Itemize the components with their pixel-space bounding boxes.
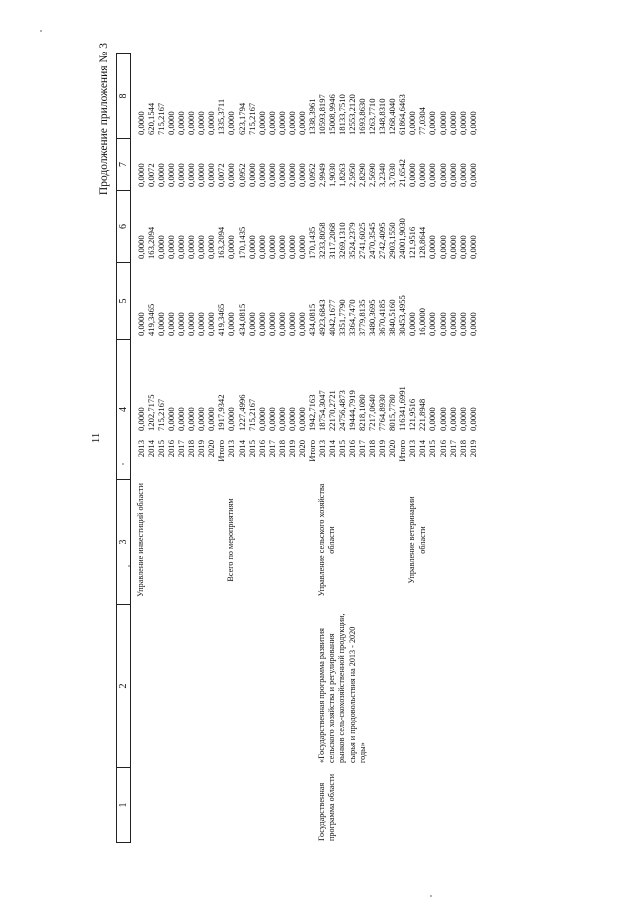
value-cell-col5: 0,0000 xyxy=(407,312,418,336)
value-cell-col7: 0,0072 xyxy=(146,163,157,187)
value-cell-col7: 0,0000 xyxy=(256,163,267,187)
value-cell-col8: 1263,7710 xyxy=(367,98,378,135)
value-cell-col7: 0,0000 xyxy=(437,163,448,187)
value-cell-col7: 0,0000 xyxy=(447,163,458,187)
value-cell-col4: 715,2167 xyxy=(246,398,257,431)
value-cell-col5: 4923,6843 xyxy=(316,299,327,336)
value-cell-col8: 0,0000 xyxy=(437,111,448,135)
value-cell-col8: 61864,6463 xyxy=(397,94,408,135)
value-cell-col5: 419,3465 xyxy=(216,303,227,336)
value-cell-col5: 16,0000 xyxy=(417,308,428,336)
value-cell-col4: 0,0000 xyxy=(457,407,468,431)
value-cell-col5: 3480,3695 xyxy=(367,299,378,336)
year-cell: 2013 xyxy=(226,440,237,458)
value-cell-col6: 0,0000 xyxy=(447,235,458,259)
value-cell-col7: 0,0000 xyxy=(457,163,468,187)
value-cell-col8: 1268,4040 xyxy=(387,98,398,135)
value-cell-col6: 0,0000 xyxy=(206,235,217,259)
value-cell-col5: 0,0000 xyxy=(457,312,468,336)
executor-text: Управление сельского хозяйства области xyxy=(316,483,337,597)
column-header-2: 2 xyxy=(117,604,130,767)
year-cell: 2013 xyxy=(407,440,418,458)
value-cell-col5: 0,0000 xyxy=(186,312,197,336)
value-cell-col4: 1942,7163 xyxy=(306,394,317,431)
value-cell-col7: 0,0000 xyxy=(286,163,297,187)
value-cell-col6: 163,2094 xyxy=(146,226,157,259)
value-cell-col4: 1917,9342 xyxy=(216,394,227,431)
value-cell-col7: 2,8290 xyxy=(357,163,368,187)
year-cell: 2019 xyxy=(286,440,297,458)
year-cell: 2013 xyxy=(316,440,327,458)
value-cell-col6: 0,0000 xyxy=(156,235,167,259)
value-cell-col8: 0,0000 xyxy=(457,111,468,135)
value-cell-col7: 2,9949 xyxy=(316,163,327,187)
executor-text: Управление ветеринарии области xyxy=(407,496,427,584)
value-cell-col4: 0,0000 xyxy=(266,407,277,431)
year-cell: 2019 xyxy=(377,440,388,458)
value-cell-col6: 0,0000 xyxy=(166,235,177,259)
value-cell-col5: 0,0000 xyxy=(206,312,217,336)
value-cell-col4: 0,0000 xyxy=(186,407,197,431)
value-cell-col4: 1202,7175 xyxy=(146,394,157,431)
value-cell-col5: 0,0000 xyxy=(226,312,237,336)
value-cell-col8: 0,0000 xyxy=(136,111,146,135)
value-cell-col4: 1227,4996 xyxy=(236,394,247,431)
value-cell-col7: 0,0000 xyxy=(296,163,307,187)
value-cell-col4: 0,0000 xyxy=(226,407,237,431)
value-cell-col6: 2470,3545 xyxy=(367,222,378,259)
value-cell-col8: 1338,3961 xyxy=(306,98,317,135)
year-cell: 2016 xyxy=(437,440,448,458)
year-cell: 2017 xyxy=(447,440,458,458)
column-header-6: 6 xyxy=(117,190,130,262)
value-cell-col8: 0,0000 xyxy=(467,111,478,135)
value-cell-col4: 0,0000 xyxy=(467,407,478,431)
value-cell-col4: 116341,6991 xyxy=(397,386,408,431)
value-cell-col6: 163,2094 xyxy=(216,226,227,259)
value-cell-col8: 620,1544 xyxy=(146,102,157,135)
year-cell: 2015 xyxy=(156,440,167,458)
value-cell-col5: 0,0000 xyxy=(266,312,277,336)
executor-text: Управление инвестиций области xyxy=(136,483,145,597)
value-cell-col8: 0,0000 xyxy=(186,111,197,135)
value-cell-col4: 0,0000 xyxy=(166,407,177,431)
value-cell-col6: 170,1435 xyxy=(236,226,247,259)
value-cell-col4: 0,0000 xyxy=(276,407,287,431)
value-cell-col8: 10593,8197 xyxy=(316,94,327,135)
value-cell-col6: 0,0000 xyxy=(256,235,267,259)
value-cell-col8: 18133,7510 xyxy=(337,94,347,135)
value-cell-col5: 434,0815 xyxy=(306,303,317,336)
value-cell-col4: 0,0000 xyxy=(437,407,448,431)
value-cell-col7: 0,0000 xyxy=(266,163,277,187)
total-label: Итого xyxy=(216,440,227,462)
value-cell-col8: 1335,3711 xyxy=(216,98,227,135)
value-cell-col7: 0,0000 xyxy=(136,163,146,187)
year-cell: 2014 xyxy=(417,440,428,458)
value-cell-col8: 0,0000 xyxy=(256,111,267,135)
value-cell-col7: 2,5690 xyxy=(367,163,378,187)
value-cell-col8: 0,0000 xyxy=(296,111,307,135)
value-cell-col6: 0,0000 xyxy=(246,235,257,259)
value-cell-col4: 715,2167 xyxy=(156,398,167,431)
value-cell-col5: 0,0000 xyxy=(246,312,257,336)
value-cell-col6: 0,0000 xyxy=(457,235,468,259)
value-cell-col6: 170,1435 xyxy=(306,226,317,259)
year-cell: 2013 xyxy=(136,440,146,458)
value-cell-col7: 0,0000 xyxy=(407,163,418,187)
value-cell-col6: 3269,1310 xyxy=(337,222,347,259)
value-cell-col7: 1,9030 xyxy=(326,163,337,187)
value-cell-col5: 0,0000 xyxy=(286,312,297,336)
column-header-1: 1 xyxy=(117,767,130,842)
value-cell-col5: 0,0000 xyxy=(437,312,448,336)
value-cell-col5: 434,0815 xyxy=(236,303,247,336)
year-cell: 2014 xyxy=(326,440,337,458)
value-cell-col4: 0,0000 xyxy=(427,407,438,431)
value-cell-col8: 0,0000 xyxy=(276,111,287,135)
value-cell-col8: 0,0000 xyxy=(166,111,177,135)
value-cell-col6: 128,8644 xyxy=(417,226,428,259)
value-cell-col5: 3670,4185 xyxy=(377,299,388,336)
page-number: 11 xyxy=(90,432,102,444)
value-cell-col7: 0,0952 xyxy=(306,163,317,187)
year-cell: 2019 xyxy=(467,440,478,458)
year-cell: 2019 xyxy=(196,440,207,458)
value-cell-col4: 0,0000 xyxy=(136,407,146,431)
value-cell-col5: 3351,7790 xyxy=(337,299,347,336)
value-cell-col8: 1348,8310 xyxy=(377,98,388,135)
value-cell-col5: 0,0000 xyxy=(296,312,307,336)
value-cell-col5: 0,0000 xyxy=(156,312,167,336)
column-header-7: 7 xyxy=(117,138,130,190)
value-cell-col7: 0,0000 xyxy=(166,163,177,187)
value-cell-col6: 3524,2379 xyxy=(347,222,358,259)
value-cell-col8: 77,0304 xyxy=(417,107,428,135)
value-cell-col5: 0,0000 xyxy=(427,312,438,336)
rotated-sheet xyxy=(90,33,560,843)
value-cell-col5: 0,0000 xyxy=(176,312,187,336)
value-cell-col7: 3,7030 xyxy=(387,163,398,187)
year-cell: 2015 xyxy=(427,440,438,458)
column-header-8: 8 xyxy=(118,93,129,99)
value-cell-col7: 0,0000 xyxy=(246,163,257,187)
value-cell-col5: 0,0000 xyxy=(196,312,207,336)
value-cell-col6: 0,0000 xyxy=(437,235,448,259)
year-cell: 2020 xyxy=(296,440,307,458)
value-cell-col4: 0,0000 xyxy=(447,407,458,431)
column-header-4: 4 xyxy=(117,339,130,479)
value-cell-col7: 0,0000 xyxy=(276,163,287,187)
value-cell-col6: 0,0000 xyxy=(467,235,478,259)
value-cell-col5: 0,0000 xyxy=(256,312,267,336)
year-cell: 2015 xyxy=(246,440,257,458)
value-cell-col7: 0,0000 xyxy=(226,163,237,187)
value-cell-col6: 0,0000 xyxy=(196,235,207,259)
year-cell: 2017 xyxy=(176,440,187,458)
value-cell-col4: 19444,7919 xyxy=(347,390,358,431)
value-cell-col8: 715,2167 xyxy=(246,102,257,135)
value-cell-col8: 15008,9946 xyxy=(326,94,337,135)
value-cell-col4: 0,0000 xyxy=(196,407,207,431)
appendix-caption: Продолжение приложения № 3 xyxy=(98,43,110,196)
value-cell-col8: 0,0000 xyxy=(427,111,438,135)
value-cell-col4: 0,0000 xyxy=(176,407,187,431)
scan-speck xyxy=(128,565,130,567)
value-cell-col6: 2741,6025 xyxy=(357,222,368,259)
year-cell: 2014 xyxy=(236,440,247,458)
value-cell-col5: 0,0000 xyxy=(276,312,287,336)
value-cell-col4: 0,0000 xyxy=(286,407,297,431)
column-header-5: 5 xyxy=(117,262,130,339)
value-cell-col7: 0,0000 xyxy=(196,163,207,187)
value-cell-col4: 121,9516 xyxy=(407,398,418,431)
value-cell-col4: 18754,3047 xyxy=(316,390,327,431)
value-cell-col8: 0,0000 xyxy=(286,111,297,135)
value-cell-col5: 3364,7470 xyxy=(347,299,358,336)
value-cell-col6: 0,0000 xyxy=(296,235,307,259)
value-cell-col4: 0,0000 xyxy=(206,407,217,431)
value-cell-col6: 0,0000 xyxy=(226,235,237,259)
value-cell-col5: 3779,8135 xyxy=(357,299,368,336)
value-cell-col4: 0,0000 xyxy=(256,407,267,431)
value-cell-col8: 12553,2120 xyxy=(347,94,358,135)
value-cell-col8: 623,1794 xyxy=(236,102,247,135)
year-cell: 2020 xyxy=(206,440,217,458)
value-cell-col8: 0,0000 xyxy=(407,111,418,135)
value-cell-col4: 221,8948 xyxy=(417,398,428,431)
table-header xyxy=(116,53,131,843)
value-cell-col8: 0,0000 xyxy=(266,111,277,135)
value-cell-col5: 30453,4955 xyxy=(397,295,408,336)
year-cell: 2018 xyxy=(457,440,468,458)
year-cell: 2018 xyxy=(186,440,197,458)
value-cell-col5: 419,3465 xyxy=(146,303,157,336)
value-cell-col6: 0,0000 xyxy=(266,235,277,259)
value-cell-col7: 21,6542 xyxy=(397,159,408,187)
value-cell-col7: 0,0000 xyxy=(176,163,187,187)
value-cell-col6: 0,0000 xyxy=(276,235,287,259)
value-cell-col5: 0,0000 xyxy=(467,312,478,336)
value-cell-col6: 0,0000 xyxy=(186,235,197,259)
value-cell-col8: 0,0000 xyxy=(176,111,187,135)
value-cell-col6: 0,0000 xyxy=(286,235,297,259)
value-cell-col5: 0,0000 xyxy=(447,312,458,336)
year-cell: 2016 xyxy=(166,440,177,458)
year-cell: 2018 xyxy=(367,440,378,458)
year-cell: 2020 xyxy=(387,440,398,458)
value-cell-col7: 3,2340 xyxy=(377,163,388,187)
value-cell-col5: 0,0000 xyxy=(136,312,146,336)
value-cell-col4: 22170,2721 xyxy=(326,390,337,431)
value-cell-col7: 0,0000 xyxy=(186,163,197,187)
total-label: Итого xyxy=(306,440,317,462)
value-cell-col8: 0,0000 xyxy=(447,111,458,135)
year-cell: 2018 xyxy=(276,440,287,458)
value-cell-col8: 0,0000 xyxy=(226,111,237,135)
value-cell-col7: 0,0952 xyxy=(236,163,247,187)
value-cell-col6: 2742,4095 xyxy=(377,222,388,259)
year-cell: 2016 xyxy=(347,440,358,458)
value-cell-col6: 0,0000 xyxy=(427,235,438,259)
value-cell-col6: 3233,8058 xyxy=(316,222,327,259)
total-label: Итого xyxy=(397,440,408,462)
scan-speck xyxy=(430,895,432,897)
value-cell-col7: 0,0000 xyxy=(206,163,217,187)
year-cell: 2017 xyxy=(266,440,277,458)
scan-speck xyxy=(122,463,124,465)
value-cell-col4: 8218,1080 xyxy=(357,394,368,431)
value-cell-col5: 0,0000 xyxy=(166,312,177,336)
value-cell-col6: 3117,2068 xyxy=(326,222,337,259)
value-cell-col5: 3840,5160 xyxy=(387,299,398,336)
value-cell-col8: 1693,8630 xyxy=(357,98,368,135)
year-cell: 2017 xyxy=(357,440,368,458)
program-name-text: «Государственная программа развития сельского хозяйства и регулирования рынков сель-скохозяйственной продукции, сырья и продовольствия на 2013 - 2020 годы» xyxy=(316,613,367,763)
value-cell-col6: 2903,1550 xyxy=(387,222,398,259)
value-cell-col7: 0,0000 xyxy=(467,163,478,187)
value-cell-col8: 0,0000 xyxy=(196,111,207,135)
program-type-text: Государственная программа области xyxy=(316,773,337,841)
value-cell-col7: 1,8263 xyxy=(337,163,347,187)
value-cell-col7: 0,0000 xyxy=(156,163,167,187)
value-cell-col4: 7764,8930 xyxy=(377,394,388,431)
year-cell: 2014 xyxy=(146,440,157,458)
value-cell-col7: 0,0072 xyxy=(216,163,227,187)
value-cell-col5: 4042,1677 xyxy=(326,299,337,336)
value-cell-col6: 0,0000 xyxy=(136,235,146,259)
value-cell-col4: 24756,4873 xyxy=(337,390,347,431)
value-cell-col8: 715,2167 xyxy=(156,102,167,135)
scan-speck xyxy=(40,30,42,32)
value-cell-col6: 0,0000 xyxy=(176,235,187,259)
value-cell-col7: 0,0000 xyxy=(427,163,438,187)
value-cell-col4: 0,0000 xyxy=(296,407,307,431)
value-cell-col8: 0,0000 xyxy=(206,111,217,135)
value-cell-col7: 2,5950 xyxy=(347,163,358,187)
value-cell-col6: 121,9516 xyxy=(407,226,418,259)
value-cell-col4: 7217,0640 xyxy=(367,394,378,431)
year-cell: 2016 xyxy=(256,440,267,458)
executor-text: Всего по мероприятиям xyxy=(226,498,236,582)
value-cell-col4: 8015,7780 xyxy=(387,394,398,431)
year-cell: 2015 xyxy=(337,440,347,458)
value-cell-col7: 0,0000 xyxy=(417,163,428,187)
value-cell-col6: 24001,9030 xyxy=(397,218,408,259)
column-header-3: 3 xyxy=(117,479,130,604)
